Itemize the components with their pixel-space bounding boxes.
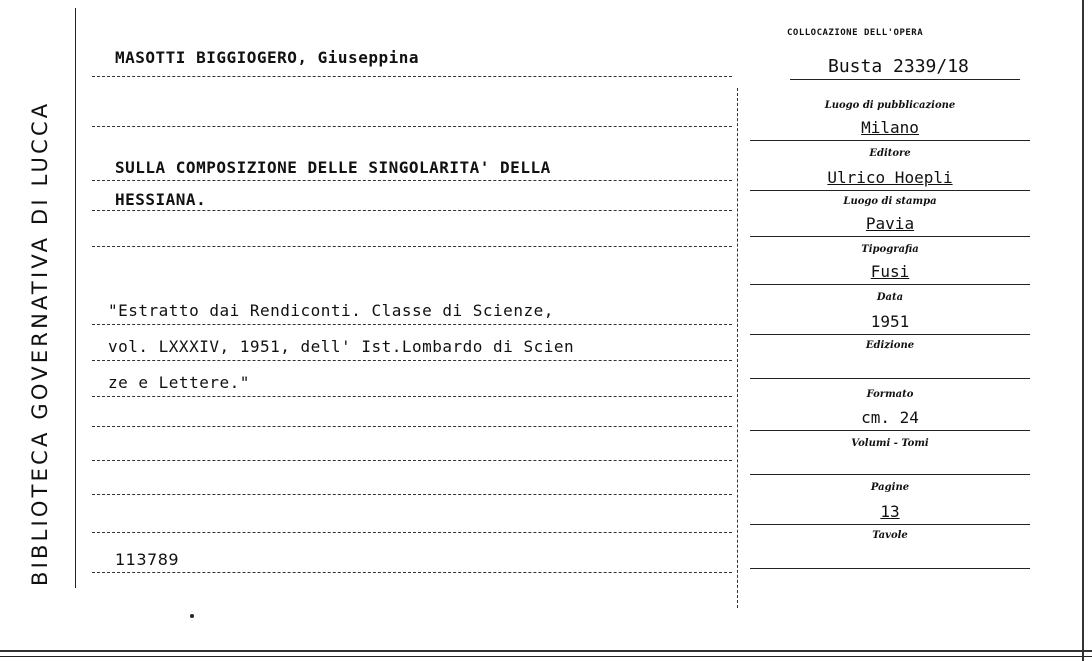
body-rule <box>92 532 732 533</box>
body-rule <box>92 246 732 247</box>
field-value-luogo-pubblicazione: Milano <box>861 118 919 137</box>
body-rule <box>92 126 732 127</box>
library-side-label: BIBLIOTECA GOVERNATIVA DI LUCCA <box>28 100 52 586</box>
field-value-luogo-stampa: Pavia <box>865 214 915 233</box>
field-label-volumi-tomi: Volumi - Tomi <box>851 438 929 449</box>
card-bottom-edge <box>0 650 1092 652</box>
field-label-editore: Editore <box>869 148 911 159</box>
field-rule <box>750 190 1030 191</box>
field-value-data: 1951 <box>870 312 910 331</box>
field-rule <box>750 474 1030 475</box>
body-rule <box>92 572 732 573</box>
field-label-data: Data <box>876 292 904 303</box>
card-bottom-edge-shadow <box>0 656 1092 657</box>
title-line-2: HESSIANA. <box>115 190 207 209</box>
field-value-editore: Ulrico Hoepli <box>827 168 953 187</box>
right-column-line <box>737 88 738 608</box>
body-rule <box>92 324 732 325</box>
field-label-tipografia: Tipografia <box>861 244 919 255</box>
body-rule <box>92 460 732 461</box>
field-value-tipografia: Fusi <box>870 262 910 281</box>
field-rule <box>750 334 1030 335</box>
title-line-1: SULLA COMPOSIZIONE DELLE SINGOLARITA' DELLA <box>115 158 551 177</box>
field-rule <box>750 524 1030 525</box>
left-margin-line <box>75 8 76 588</box>
note-line-3: ze e Lettere." <box>108 373 250 392</box>
field-label-tavole: Tavole <box>872 530 908 541</box>
note-line-1: "Estratto dai Rendiconti. Classe di Scienze, <box>108 301 554 320</box>
busta-number: Busta 2339/18 <box>828 56 969 77</box>
ink-speck <box>190 614 194 618</box>
field-rule <box>750 430 1030 431</box>
body-rule <box>92 360 732 361</box>
field-label-edizione: Edizione <box>865 340 915 351</box>
collocation-label: COLLOCAZIONE DELL'OPERA <box>787 28 924 38</box>
author-name: MASOTTI BIGGIOGERO, Giuseppina <box>115 48 419 67</box>
field-label-pagine: Pagine <box>870 482 910 493</box>
field-rule <box>750 568 1030 569</box>
field-rule <box>750 284 1030 285</box>
field-rule <box>750 140 1030 141</box>
note-line-2: vol. LXXXIV, 1951, dell' Ist.Lombardo di Scien <box>108 337 575 356</box>
field-value-pagine: 13 <box>880 502 900 521</box>
body-rule <box>92 180 732 181</box>
field-rule <box>750 378 1030 379</box>
field-label-formato: Formato <box>866 389 914 400</box>
field-label-luogo-pubblicazione: Luogo di pubblicazione <box>824 100 956 111</box>
author-rule <box>92 76 732 77</box>
body-rule <box>92 396 732 397</box>
field-rule <box>750 236 1030 237</box>
body-rule <box>92 210 732 211</box>
body-rule <box>92 426 732 427</box>
busta-underline <box>790 79 1020 80</box>
body-rule <box>92 494 732 495</box>
field-label-luogo-stampa: Luogo di stampa <box>843 196 937 207</box>
card-right-edge <box>1082 0 1084 661</box>
field-value-formato: cm. 24 <box>861 408 919 427</box>
inventory-number: 113789 <box>115 550 180 569</box>
